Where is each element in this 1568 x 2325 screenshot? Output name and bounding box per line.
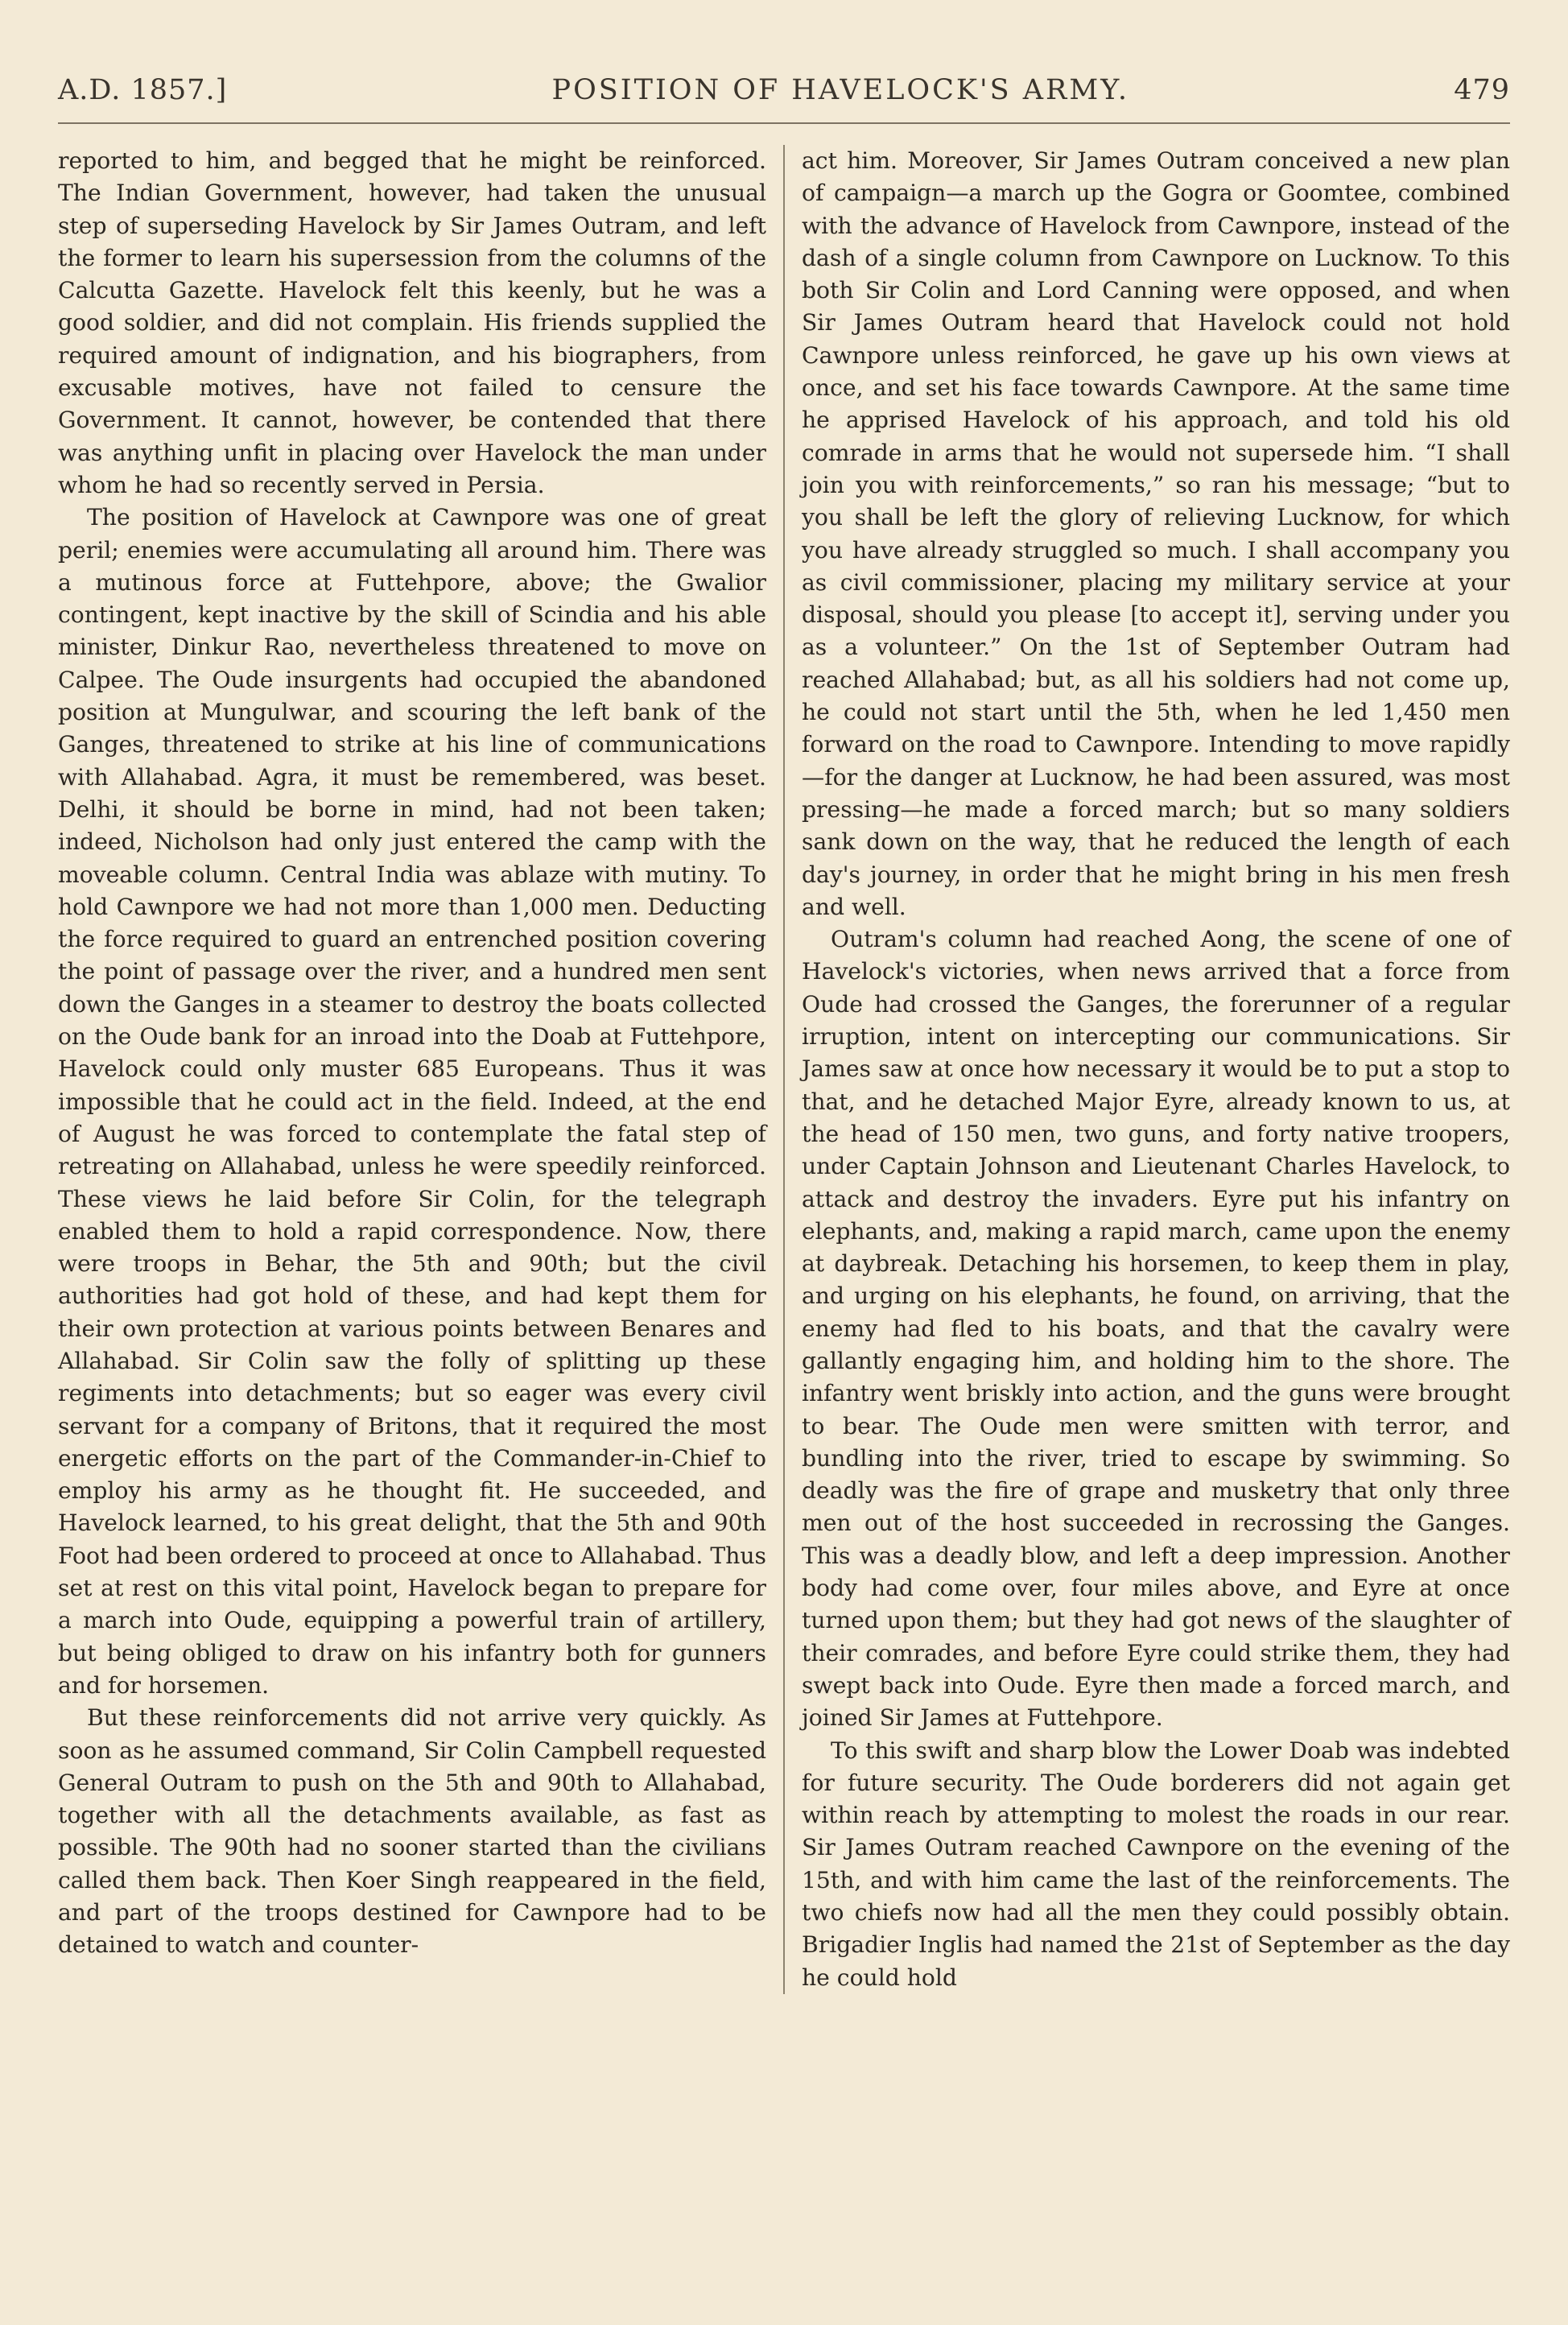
paragraph: The position of Havelock at Cawnpore was one of great peril; enemies were accumulating all around him. There was a mutinous force at Futtehpore, above; the Gwalior contingent, kept inactive by the skill of Scindia and his able minister, Dinkur Rao, nevertheless threatened to move on Calpee. The Oude insurgents had occupied the abandoned position at Mungulwar, and scouring the left bank of the Ganges, threatened to strike at his line of communications with Allahabad. Agra, it must be remembered, was beset. Delhi, it should be borne in mind, had not been taken; indeed, Nicholson had only just entered the camp with the moveable column. Central India was ablaze with mutiny. To hold Cawnpore we had not more than 1,000 men. Deducting the force required to guard an entrenched position covering the point of passage over the river, and a hundred men sent down the Ganges in a steamer to destroy the boats collected on the Oude bank for an inroad into the Doab at Futtehpore, Havelock could only muster 685 Europeans. Thus it was impossible that he could act in the field. Indeed, at the end of August he was forced to contemplate the fatal step of retreating on Allahabad, unless he were speedily reinforced. These views he laid before Sir Colin, for the telegraph enabled them to hold a rapid correspondence. Now, there were troops in Behar, the 5th and 90th; but the civil authorities had got hold of these, and had kept them for their own protection at various points between Benares and Allahabad. Sir Colin saw the folly of splitting up these regiments into detachments; but so eager was every civil servant for a company of Britons, that it required the most energetic efforts on the part of the Commander-in-Chief to employ his army as he thought fit. He succeeded, and Havelock learned, to his great delight, that the 5th and 90th Foot had been ordered to proceed at once to Allahabad. Thus set at rest on this vital point, Havelock began to prepare for a march into Oude, equipping a powerful train of artillery, but being obliged to draw on his infantry both for gunners and for horsemen.	[58, 504, 766, 1699]
left-column	[58, 145, 766, 1994]
paragraph: Outram's column had reached Aong, the scene of one of Havelock's victories, when news arrived that a force from Oude had crossed the Ganges, the forerunner of a regular irruption, intent on intercepting our communications. Sir James saw at once how necessary it would be to put a stop to that, and he detached Major Eyre, already known to us, at the head of 150 men, two guns, and forty native troopers, under Captain Johnson and Lieutenant Charles Havelock, to attack and destroy the invaders. Eyre put his infantry on elephants, and, making a rapid march, came upon the enemy at daybreak. Detaching his horsemen, to keep them in play, and urging on his elephants, he found, on arriving, that the enemy had fled to his boats, and that the cavalry were gallantly engaging him, and holding him to the shore. The infantry went briskly into action, and the guns were brought to bear. The Oude men were smitten with terror, and bundling into the river, tried to escape by swimming. So deadly was the fire of grape and musketry that only three men out of the host succeeded in recrossing the Ganges. This was a deadly blow, and left a deep impression. Another body had come over, four miles above, and Eyre at once turned upon them; but they had got news of the slaughter of their comrades, and before Eyre could strike them, they had swept back into Oude. Eyre then made a forced march, and joined Sir James at Futtehpore.	[802, 926, 1510, 1732]
column-divider	[783, 145, 785, 1994]
paragraph: But these reinforcements did not arrive very quickly. As soon as he assumed command, Sir Colin Campbell requested General Outram to push on the 5th and 90th to Allahabad, together with all the detachments available, as fast as possible. The 90th had no sooner started than the civilians called them back. Then Koer Singh reappeared in the field, and part of the troops destined for Cawnpore had to be detained to watch and counter-	[58, 1704, 766, 1959]
paragraph: To this swift and sharp blow the Lower Doab was indebted for future security. The Oude borderers did not again get within reach by attempting to molest the roads in our rear. Sir James Outram reached Cawnpore on the evening of the 15th, and with him came the last of the reinforcements. The two chiefs now had all the men they could possibly obtain. Brigadier Inglis had named the 21st of September as the day he could hold	[802, 1737, 1510, 1991]
running-head	[58, 74, 1510, 124]
paragraph: act him. Moreover, Sir James Outram conceived a new plan of campaign—a march up the Gogra or Goomtee, combined with the advance of Havelock from Cawnpore, instead of the dash of a single column from Cawnpore on Lucknow. To this both Sir Colin and Lord Canning were opposed, and when Sir James Outram heard that Havelock could not hold Cawnpore unless reinforced, he gave up his own views at once, and set his face towards Cawnpore. At the same time he apprised Havelock of his approach, and told his old comrade in arms that he would not supersede him. “I shall join you with reinforcements,” so ran his message; “but to you shall be left the glory of relieving Lucknow, for which you have already struggled so much. I shall accompany you as civil commissioner, placing my military service at your disposal, should you please [to accept it], serving under you as a volunteer.” On the 1st of September Outram had reached Allahabad; but, as all his soldiers had not come up, he could not start until the 5th, when he led 1,450 men forward on the road to Cawnpore. Intending to move rapidly—for the danger at Lucknow, he had been assured, was most pressing—he made a forced march; but so many soldiers sank down on the way, that he reduced the length of each day's journey, in order that he might bring in his men fresh and well.	[802, 147, 1510, 920]
paragraph: reported to him, and begged that he might be reinforced. The Indian Government, however, had taken the unusual step of superseding Havelock by Sir James Outram, and left the former to learn his supersession from the columns of the Calcutta Gazette. Havelock felt this keenly, but he was a good soldier, and did not complain. His friends supplied the required amount of indignation, and his biographers, from excusable motives, have not failed to censure the Government. It cannot, however, be contended that there was anything unfit in placing over Havelock the man under whom he had so recently served in Persia.	[58, 147, 766, 498]
header-title: POSITION OF HAVELOCK'S ARMY.	[551, 74, 1129, 106]
text-columns	[58, 145, 1510, 1994]
header-date: A.D. 1857.]	[58, 74, 228, 106]
right-column	[802, 145, 1510, 1994]
page-number: 479	[1454, 74, 1510, 106]
